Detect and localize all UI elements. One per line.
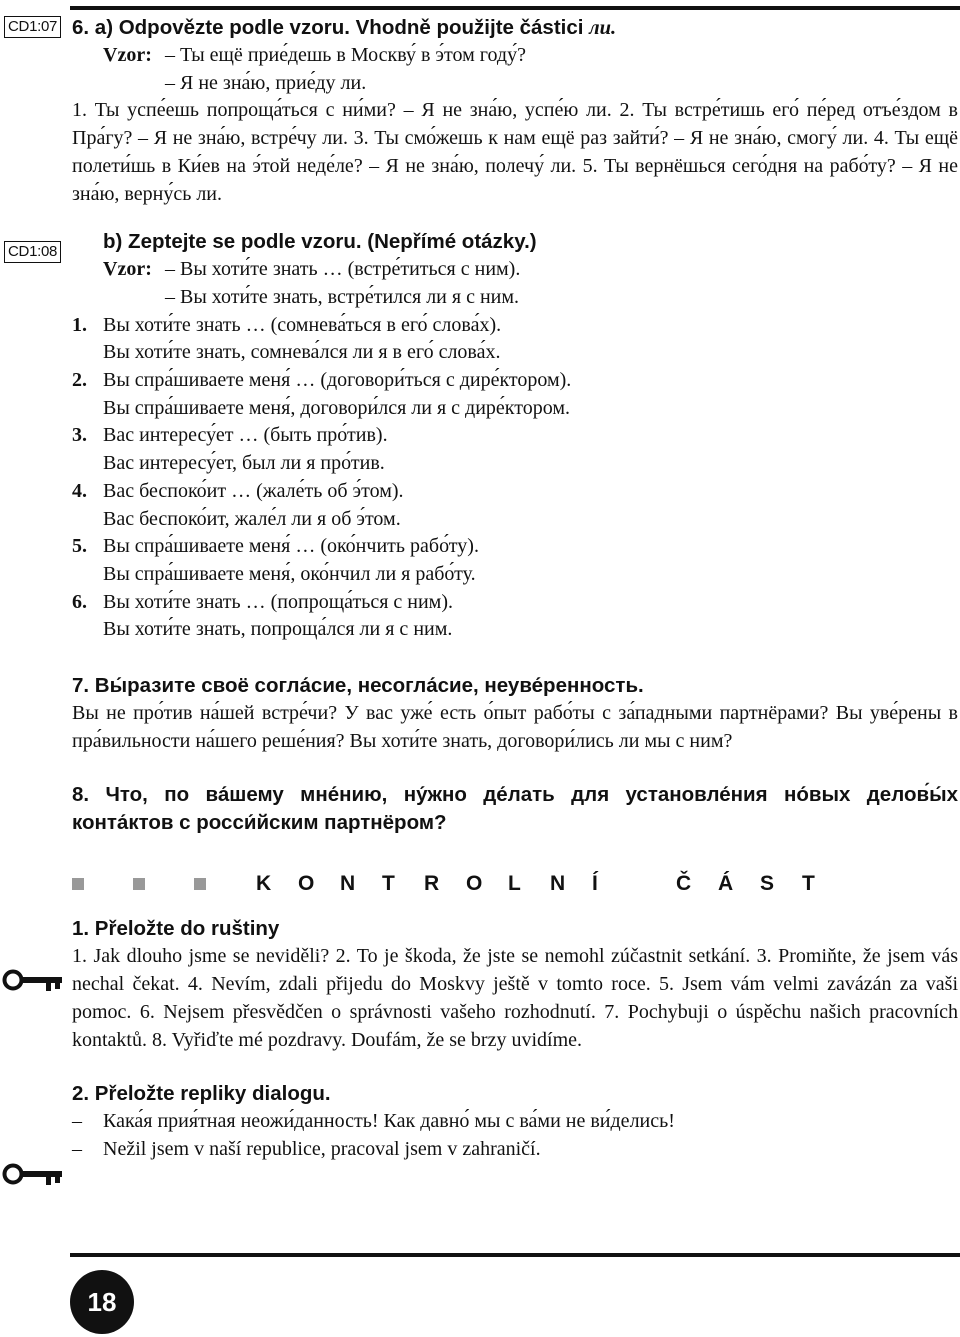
vzor-example: Vzor: – Ты ещё прие́дешь в Москву́ в э́том году́?: [103, 44, 526, 66]
list-item-answer: Вы хоти́те знать, попроща́лся ли я с ним.: [103, 618, 453, 641]
list-item: 5. Вы спра́шиваете меня́ … (око́нчить рабо́ту).: [72, 535, 479, 558]
key-icon: [2, 1161, 64, 1187]
audio-track-label: CD1:07: [4, 16, 61, 38]
vzor-answer: – Я не зна́ю, прие́ду ли.: [165, 71, 367, 94]
control-2-title: 2. Přeložte repliky dialogu.: [72, 1082, 331, 1106]
list-item-answer: Вы спра́шиваете меня́, око́нчил ли я рабо́ту.: [103, 562, 476, 585]
square-bullet-icon: [133, 878, 145, 890]
audio-track-label: CD1:08: [4, 241, 61, 263]
exercise-6a-text: 1. Ты успе́ешь попроща́ться с ни́ми? – Я не зна́ю, успе́ю ли. 2. Ты встре́тишь его́ пе́ред отъе́здом в Пра́гу? – Я не зна́ю, встре́чу ли. 3. Ты смо́жешь к нам ещё раз зайти́? – Я не зна́ю, смогу́ ли. 4. Ты ещё полети́шь в Ки́ев на э́той неде́ле? – Я не зна́ю, полечу́ ли. 5. Ты вернёшься сего́дня на рабо́ту? – Я не зна́ю, верну́сь ли.: [72, 99, 958, 205]
list-item: 2. Вы спра́шиваете меня́ … (договори́ться с дире́ктором).: [72, 369, 572, 392]
exercise-6b-title: b) Zeptejte se podle vzoru. (Nepřímé otázky.): [103, 230, 537, 254]
section-heading-letters: K O N T R O L N Í Č Á S T: [256, 872, 815, 896]
list-item: 1. Вы хоти́те знать … (сомнева́ться в его́ слова́х).: [72, 313, 502, 336]
list-item: 3. Вас интересу́ет … (быть про́тив).: [72, 424, 388, 447]
page-content: [72, 14, 958, 1164]
dialog-line: – Кака́я прия́тная неожи́данность! Как давно́ мы с ва́ми не ви́делись!: [72, 1110, 675, 1133]
list-item: 4. Вас беспоко́ит … (жале́ть об э́том).: [72, 479, 404, 502]
square-bullet-icon: [194, 878, 206, 890]
exercise-7-text: Вы не про́тив на́шей встре́чи? У вас уже́ есть о́пыт рабо́ты с за́падными партнёрами? Вы уве́рены в пра́вильности на́шего реше́ния? Вы хоти́те знать, договори́лись ли мы с ним?: [72, 702, 958, 752]
list-item-answer: Вы хоти́те знать, сомнева́лся ли я в его́ слова́х.: [103, 341, 501, 364]
exercise-8-title: 8. Что, по ва́шему мне́нию, ну́жно де́лать для установле́ния но́вых делов́ы́х конта́ктов с росси́йским партнёром?: [72, 783, 958, 835]
exercise-6b-list: [72, 312, 958, 644]
list-item-answer: Вас интересу́ет, был ли я про́тив.: [103, 452, 385, 475]
page-number: 18: [70, 1270, 134, 1334]
exercise-6a-title: 6. a) Odpovězte podle vzoru. Vhodně použijte částici ли.: [72, 16, 617, 39]
key-icon: [2, 967, 64, 993]
vzor-answer: – Вы хоти́те знать, встре́тился ли я с ним.: [165, 285, 520, 308]
square-bullet-icon: [72, 878, 84, 890]
list-item-answer: Вас беспоко́ит, жале́л ли я об э́том.: [103, 507, 401, 530]
control-1-text: 1. Jak dlouho jsme se neviděli? 2. To je škoda, že jste se nemohl zúčastnit setkání. 3. Promiňte, že jsem vás nechal čekat. 4. Nevím, zdali přijedu do Moskvy ještě v tomto roce. 5. Jsem vám velmi zavázán za vaši pomoc. 6. Nejsem přesvědčen o správnosti vašeho rozhodnutí. 7. Pochybuji o úspěchu našich pracovních kontaktů. 8. Vyřiďte mé pozdravy. Doufám, že se brzy uvidíme.: [72, 945, 958, 1051]
list-item-answer: Вы спра́шиваете меня́, договори́лся ли я с дире́ктором.: [103, 396, 570, 419]
exercise-7-title: 7. Вы́разите своё согла́сие, несогла́сие, неуве́ренность.: [72, 674, 644, 698]
control-1-title: 1. Přeložte do ruštiny: [72, 917, 280, 941]
list-item: 6. Вы хоти́те знать … (попроща́ться с ним).: [72, 590, 453, 613]
top-rule: [70, 6, 960, 10]
vzor-example: Vzor: – Вы хоти́те знать … (встре́титься с ним).: [103, 258, 521, 281]
dialog-line: – Nežil jsem v naší republice, pracoval jsem v zahraničí.: [72, 1137, 541, 1160]
section-heading-kontrolni-cast: [72, 869, 958, 899]
bottom-rule: [70, 1253, 960, 1257]
